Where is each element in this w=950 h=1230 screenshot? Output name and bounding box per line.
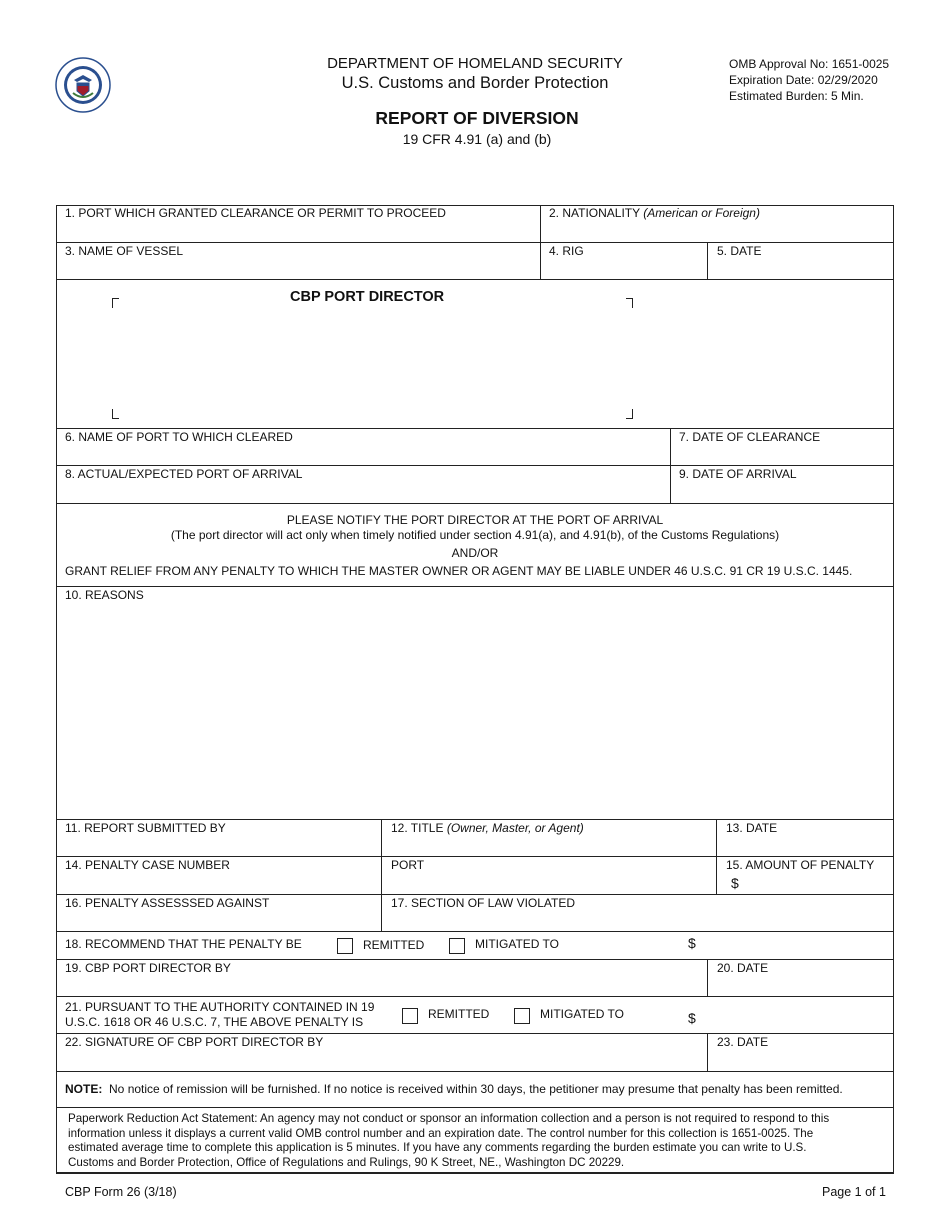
cbp-port-director-heading: CBP PORT DIRECTOR — [290, 289, 445, 305]
note-body: No notice of remission will be furnished. If no notice is received within 30 days, the petitioner may presume that penalty has been remitted. — [109, 1082, 843, 1096]
field-18-label: 18. RECOMMEND THAT THE PENALTY BE — [65, 937, 302, 951]
divider — [707, 959, 708, 996]
field-16-label: 16. PENALTY ASSESSSED AGAINST — [65, 896, 270, 910]
pra-line-2: information unless it displays a current valid OMB control number and an expiration date. The control number for this collection is 1651-0025. The — [68, 1127, 814, 1140]
grant-relief-text: GRANT RELIEF FROM ANY PENALTY TO WHICH THE MASTER OWNER OR AGENT MAY BE LIABLE UNDER 46 U.S.C. 91 CR 19 U.S.C. 1445. — [65, 564, 853, 578]
port-label: PORT — [391, 858, 425, 872]
rule — [56, 996, 894, 997]
address-corner-br — [626, 409, 633, 419]
pra-line-4: Customs and Border Protection, Office of Regulations and Rulings, 90 K Street, NE., Washington DC 20229. — [68, 1156, 625, 1169]
field-12-text: 12. TITLE — [391, 821, 444, 835]
dollar-sign: $ — [731, 875, 739, 891]
field-12-hint: (Owner, Master, or Agent) — [446, 821, 584, 835]
rule — [56, 1033, 894, 1034]
pra-line-1: Paperwork Reduction Act Statement: An agency may not conduct or sponsor an information collection and a person is not required to respond to this — [68, 1112, 830, 1125]
mitigated-checkbox[interactable] — [449, 938, 465, 954]
field-13-label: 13. DATE — [726, 821, 778, 835]
rule — [56, 819, 894, 820]
divider — [716, 819, 717, 894]
rule — [56, 428, 894, 429]
mitigated-label: MITIGATED TO — [475, 937, 560, 951]
remitted-checkbox-21[interactable] — [402, 1008, 418, 1024]
omb-approval: OMB Approval No: 1651-0025 — [729, 57, 890, 71]
notify-heading: PLEASE NOTIFY THE PORT DIRECTOR AT THE PORT OF ARRIVAL — [286, 513, 664, 527]
expiration-date: Expiration Date: 02/29/2020 — [729, 73, 878, 87]
rule — [56, 465, 894, 466]
dhs-seal-logo — [55, 57, 111, 113]
form-subtitle: 19 CFR 4.91 (a) and (b) — [402, 131, 552, 147]
field-17-label: 17. SECTION OF LAW VIOLATED — [391, 896, 576, 910]
field-7-label: 7. DATE OF CLEARANCE — [679, 430, 821, 444]
field-2-text: 2. NATIONALITY — [549, 206, 640, 220]
field-2-hint: (American or Foreign) — [643, 206, 760, 220]
rule — [56, 931, 894, 932]
notify-note: (The port director will act only when timely notified under section 4.91(a), and 4.91(b), of the Customs Regulations) — [170, 528, 780, 542]
field-14-label: 14. PENALTY CASE NUMBER — [65, 858, 230, 872]
dollar-sign: $ — [688, 1010, 696, 1026]
rule — [56, 894, 894, 895]
field-9-label: 9. DATE OF ARRIVAL — [679, 467, 797, 481]
field-23-label: 23. DATE — [717, 1035, 769, 1049]
field-19-label: 19. CBP PORT DIRECTOR BY — [65, 961, 231, 975]
dollar-sign: $ — [688, 935, 696, 951]
field-2-label — [549, 206, 760, 220]
rule — [56, 1107, 894, 1108]
pra-line-3: estimated average time to complete this application is 5 minutes. If you have any comments regarding the burden estimate you can write to U.S. — [68, 1141, 807, 1154]
page-number: Page 1 of 1 — [822, 1185, 886, 1199]
note-text — [65, 1082, 843, 1096]
field-22-label: 22. SIGNATURE OF CBP PORT DIRECTOR BY — [65, 1035, 324, 1049]
divider — [381, 819, 382, 931]
address-corner-bl — [112, 409, 119, 419]
divider — [707, 242, 708, 279]
and-or: AND/OR — [451, 546, 499, 560]
field-1-label: 1. PORT WHICH GRANTED CLEARANCE OR PERMIT TO PROCEED — [65, 206, 446, 220]
note-label: NOTE: — [65, 1082, 103, 1096]
rule — [56, 242, 894, 243]
divider — [540, 205, 541, 279]
rule — [56, 959, 894, 960]
divider — [707, 1033, 708, 1071]
address-corner-tl — [112, 298, 119, 308]
rule — [56, 1071, 894, 1072]
mitigated-checkbox-21[interactable] — [514, 1008, 530, 1024]
field-12-label — [391, 821, 584, 835]
rule — [56, 856, 894, 857]
field-8-label: 8. ACTUAL/EXPECTED PORT OF ARRIVAL — [65, 467, 303, 481]
mitigated-label: MITIGATED TO — [540, 1007, 625, 1021]
field-10-label: 10. REASONS — [65, 588, 144, 602]
field-3-label: 3. NAME OF VESSEL — [65, 244, 184, 258]
remitted-checkbox[interactable] — [337, 938, 353, 954]
omb-info — [729, 56, 889, 104]
form-title: REPORT OF DIVERSION — [375, 108, 579, 128]
divider — [670, 428, 671, 503]
address-corner-tr — [626, 298, 633, 308]
rule — [56, 279, 894, 280]
estimated-burden: Estimated Burden: 5 Min. — [729, 89, 864, 103]
rule — [56, 503, 894, 504]
field-5-label: 5. DATE — [717, 244, 762, 258]
field-11-label: 11. REPORT SUBMITTED BY — [65, 821, 226, 835]
rule — [56, 586, 894, 587]
remitted-label: REMITTED — [428, 1007, 490, 1021]
field-6-label: 6. NAME OF PORT TO WHICH CLEARED — [65, 430, 293, 444]
agency-name: U.S. Customs and Border Protection — [341, 74, 609, 92]
field-4-label: 4. RIG — [549, 244, 584, 258]
field-21-label-line2: U.S.C. 1618 OR 46 U.S.C. 7, THE ABOVE PENALTY IS — [65, 1015, 364, 1029]
field-21-label-line1: 21. PURSUANT TO THE AUTHORITY CONTAINED IN 19 — [65, 1000, 375, 1014]
field-20-label: 20. DATE — [717, 961, 769, 975]
remitted-label: REMITTED — [363, 938, 425, 952]
field-15-label: 15. AMOUNT OF PENALTY — [726, 858, 875, 872]
department-name: DEPARTMENT OF HOMELAND SECURITY — [327, 55, 623, 72]
form-id: CBP Form 26 (3/18) — [65, 1185, 177, 1199]
